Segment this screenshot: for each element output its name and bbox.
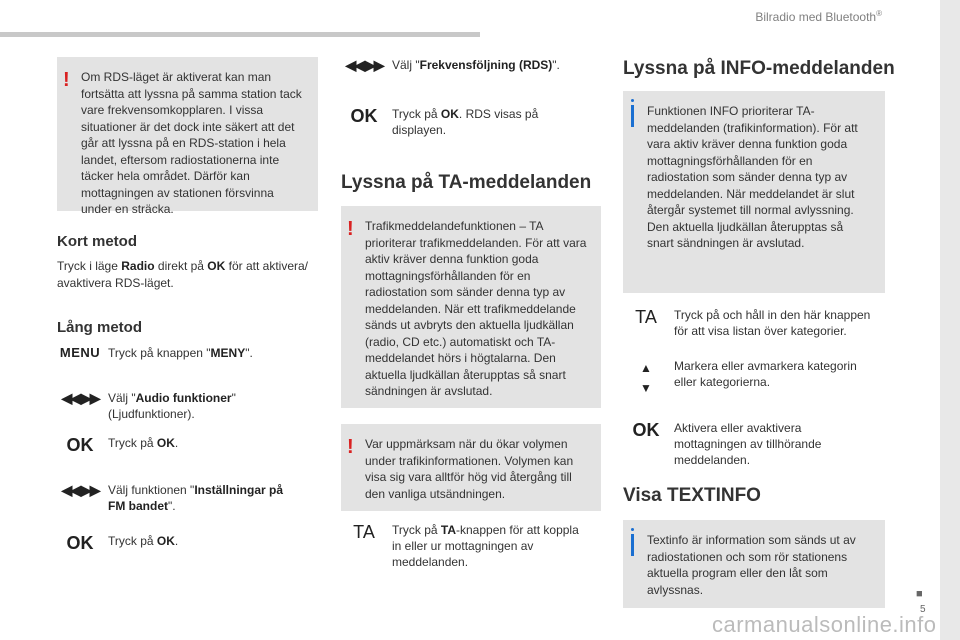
step-audio-funktioner: ◀◀ ▶▶ Välj "Audio funktioner" (Ljudfunktioner). xyxy=(52,390,320,422)
step-ok-2: OK Tryck på OK. xyxy=(52,533,320,554)
up-down-arrows-icon xyxy=(618,358,674,398)
warning-icon xyxy=(347,437,351,457)
step-select-category: ▲ ▼ Markera eller avmarkera kategorin eller kategorierna. xyxy=(618,358,885,398)
ok-button-icon: OK xyxy=(632,420,660,440)
step-ok-rds: OK Tryck på OK. RDS visas på displayen. xyxy=(336,106,601,138)
info-icon xyxy=(631,534,634,556)
warning-icon xyxy=(63,70,67,90)
step-menu: MENU Tryck på knappen "MENY". xyxy=(52,345,320,361)
seek-arrows-icon: ◀◀ ▶▶ xyxy=(345,57,383,73)
textinfo-heading: Visa TEXTINFO xyxy=(623,485,761,506)
page-sidebar xyxy=(940,0,960,640)
ta-volume-warning-box: ! Var uppmärksam när du ökar volymen under trafikinformationen. Volymen kan visa sig vara alltför hög vid återgång till den vanliga utsändningen. xyxy=(341,424,601,511)
seek-arrows-icon: ◀◀ ▶▶ xyxy=(61,390,99,406)
ta-button-icon: TA xyxy=(635,307,657,327)
seek-arrows-icon: ◀◀ ▶▶ xyxy=(61,482,99,498)
page-number: 5 xyxy=(920,604,926,615)
ok-button-icon: OK xyxy=(66,533,94,553)
lang-metod-heading: Lång metod xyxy=(57,319,142,336)
warning-icon xyxy=(347,219,351,239)
ta-heading: Lyssna på TA-meddelanden xyxy=(341,172,592,193)
ta-warning-box: ! Trafikmeddelandefunktionen – TA prioriterar trafikmeddelanden. För att vara aktiv kräver denna funktion goda mottagningsförhållanden för en radiostation som sänder denna typ av meddelanden. När ett trafikmeddelande sänds ut avbryts den aktuella ljudkällan (radio, CD etc.) automatiskt och TA-meddelandet hörs i högtalarna. Den aktuella ljudkällan återupptas så snart sändningen är avslutad. xyxy=(341,206,601,408)
sidebar-marker: ■ xyxy=(916,588,923,600)
section-title: Bilradio med Bluetooth® xyxy=(755,9,882,24)
up-arrow-icon: ▲ xyxy=(640,361,652,375)
info-icon xyxy=(631,105,634,127)
step-ok-1: OK Tryck på OK. xyxy=(52,435,320,456)
watermark: carmanualsonline.info xyxy=(712,612,937,637)
rds-warning-box: ! Om RDS-läget är aktiverat kan man fortsätta att lyssna på samma station tack vare frekvensomkopplaren. I vissa situationer är det dock inte säkert att det går att lyssna på en RDS-station i hela landet, eftersom radiostationerna inte täcker hela området. Därför kan mottagningen av stationen försvinna under en sträcka. xyxy=(57,57,318,211)
down-arrow-icon: ▼ xyxy=(640,381,652,395)
kort-metod-text: Tryck i läge Radio direkt på OK för att aktivera/ avaktivera RDS-läget. xyxy=(57,259,308,290)
ok-button-icon: OK xyxy=(66,435,94,455)
step-installningar-fm: ◀◀ ▶▶ Välj funktionen "Inställningar på FM bandet". xyxy=(52,482,320,514)
info-box: Funktionen INFO prioriterar TA-meddelanden (trafikinformation). För att vara aktiv kräver denna funktion goda mottagningsförhållanden för en radiostation som sänder denna typ av meddelanden. När meddelandet är slut återgår systemet till normal avlyssning. Den aktuella ljudkällan återupptas så snart sändningen är avslutad. xyxy=(623,91,885,293)
header-bar xyxy=(0,32,480,37)
step-frekvensfoljning: ◀◀ ▶▶ Välj "Frekvensföljning (RDS)". xyxy=(336,57,601,74)
ok-button-icon: OK xyxy=(350,106,378,126)
step-activate: OK Aktivera eller avaktivera mottagningen av tillhörande meddelanden. xyxy=(618,420,885,468)
info-heading: Lyssna på INFO-meddelanden xyxy=(623,58,895,79)
step-ta-hold: TA Tryck på och håll in den här knappen för att visa listan över kategorier. xyxy=(618,307,885,339)
textinfo-box: Textinfo är information som sänds ut av radiostationen och som rör stationens aktuella program eller den låt som avlyssnas. xyxy=(623,520,885,608)
step-ta-button: TA Tryck på TA-knappen för att koppla in eller ur mottagningen av meddelanden. xyxy=(336,522,601,570)
menu-button-icon: MENU xyxy=(59,345,101,360)
ta-button-icon: TA xyxy=(353,522,375,542)
kort-metod-heading: Kort metod xyxy=(57,233,137,250)
